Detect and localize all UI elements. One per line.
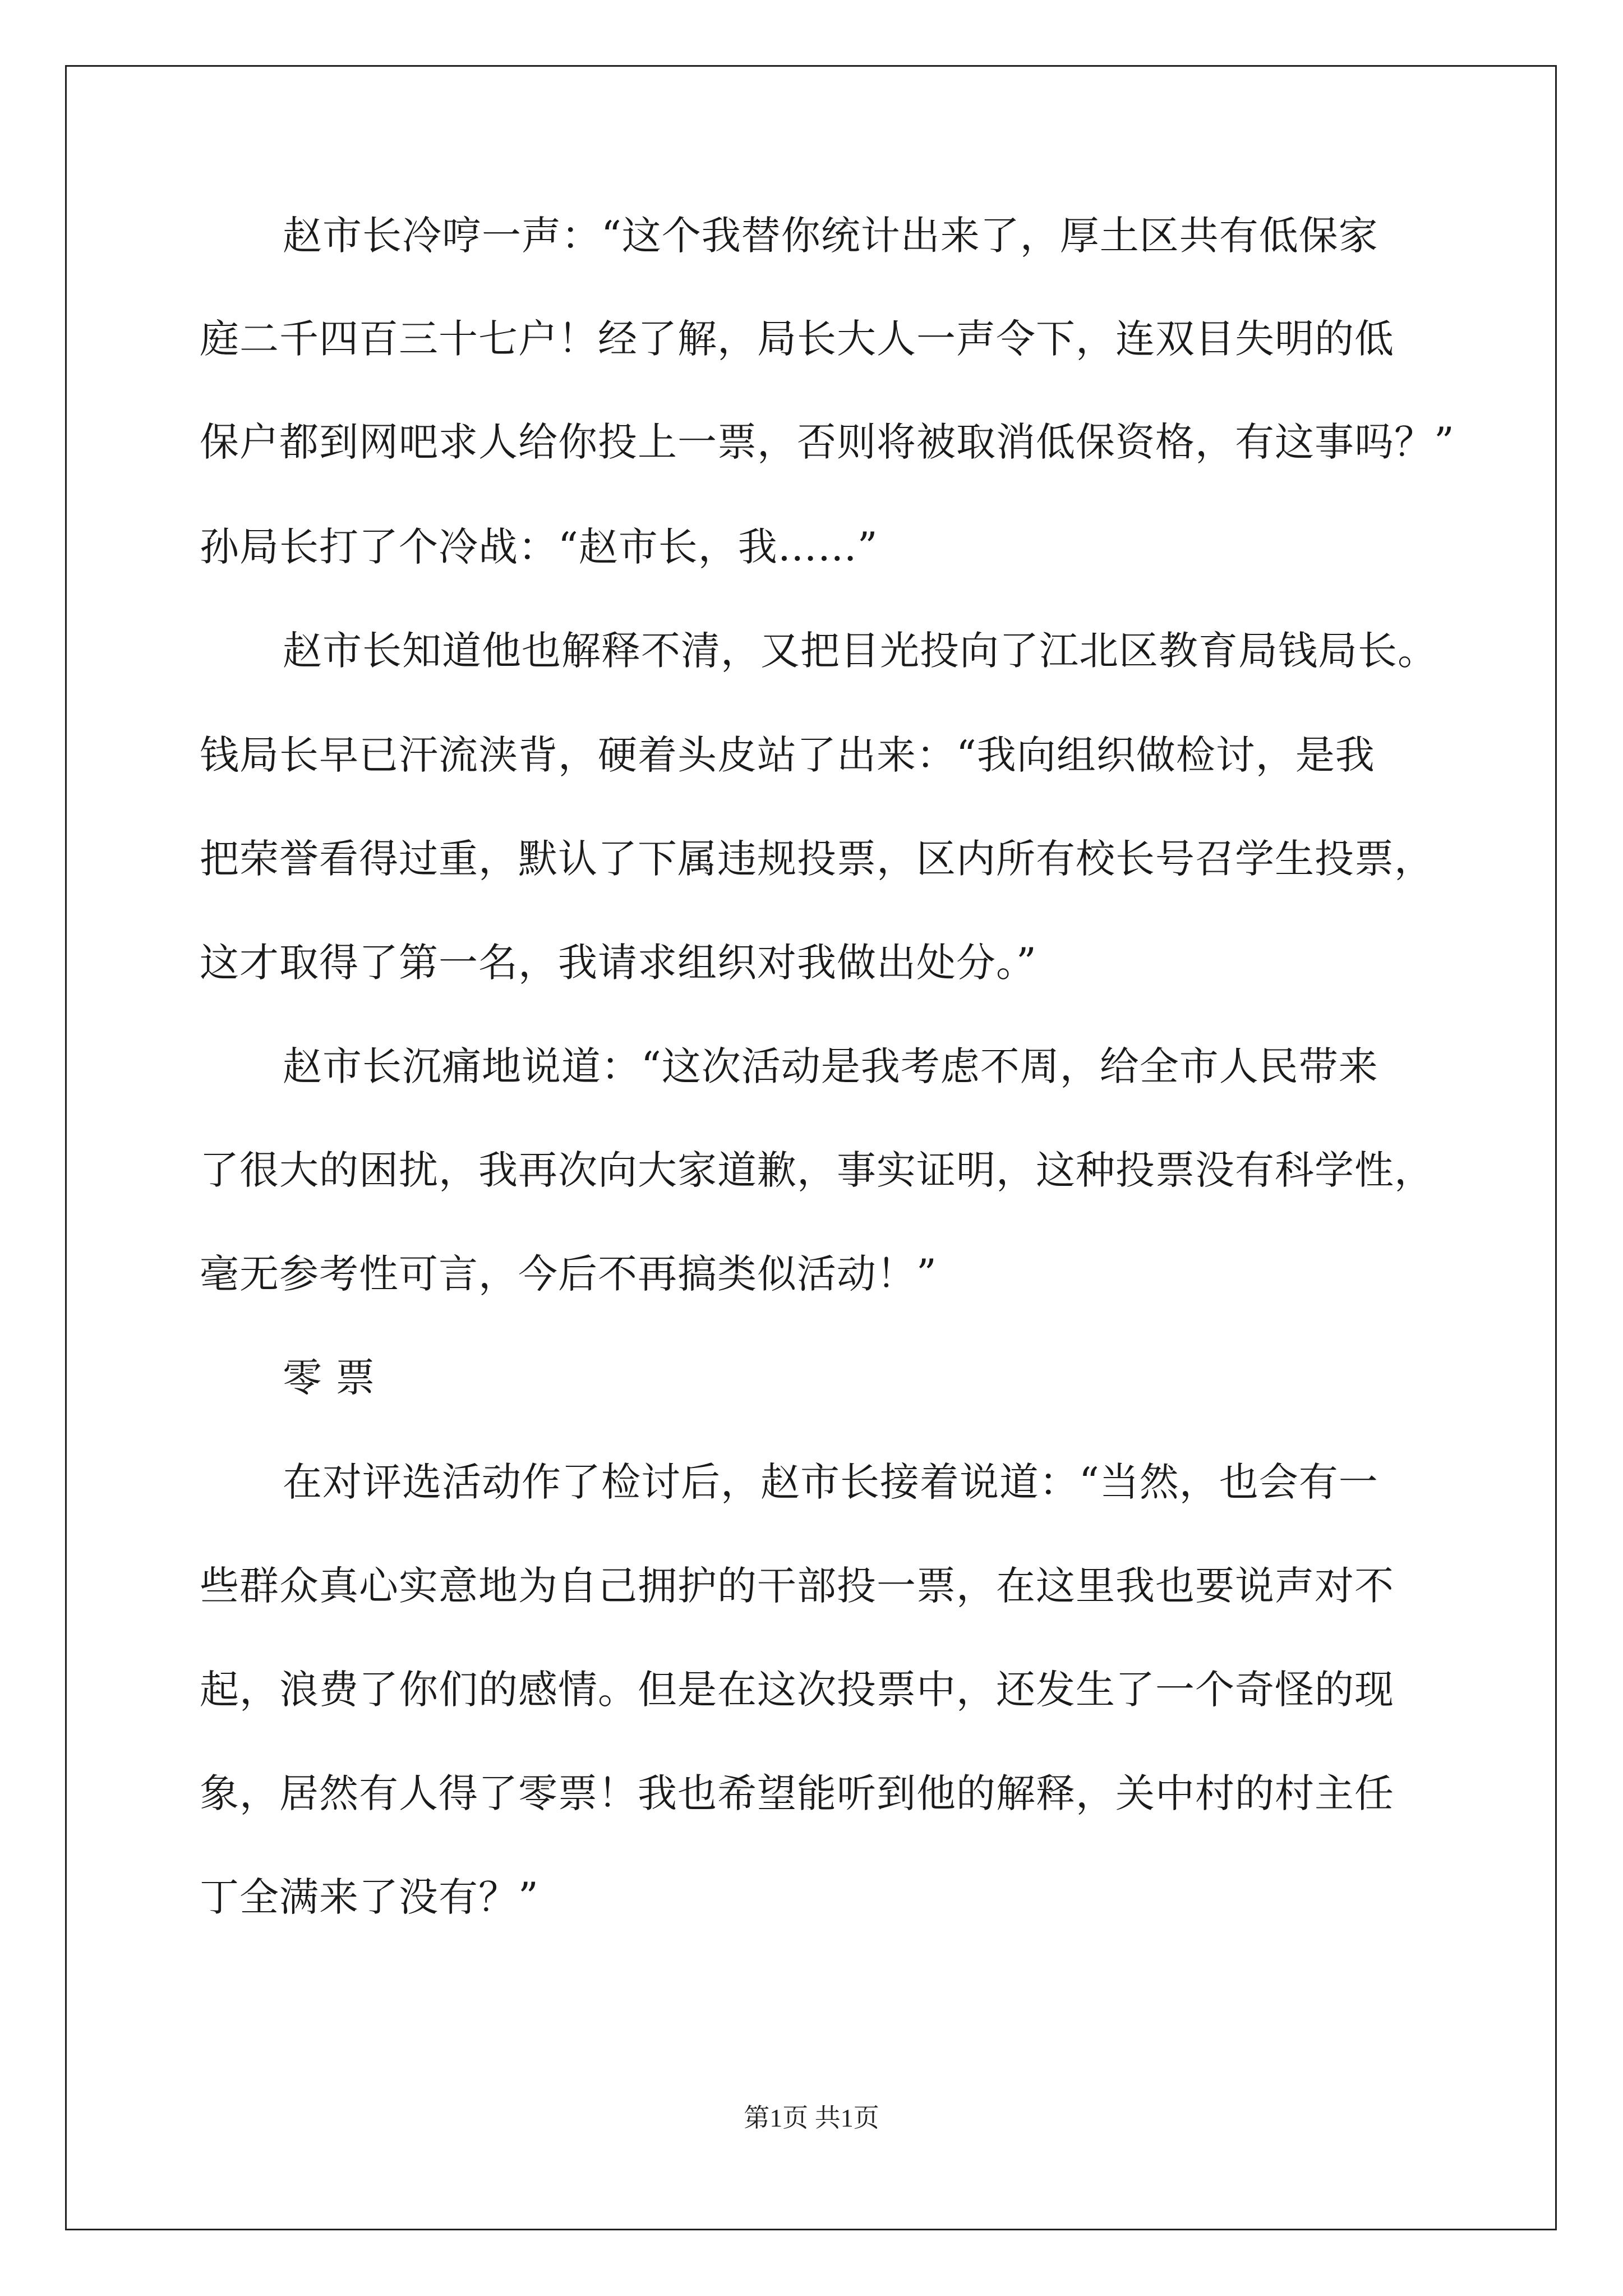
text-line: 赵市长知道他也解释不清，又把目光投向了江北区教育局钱局长。 xyxy=(283,628,1437,674)
text-line: 赵市长沉痛地说道：“这次活动是我考虑不周，给全市人民带来 xyxy=(283,1043,1378,1089)
page-number: 第1页 共1页 xyxy=(744,2104,879,2132)
text-line: 把荣誉看得过重，默认了下属违规投票，区内所有校长号召学生投票， xyxy=(200,836,1434,882)
text-line: 庭二千四百三十七户！经了解，局长大人一声令下，连双目失明的低 xyxy=(200,316,1394,362)
text-line: 保户都到网吧求人给你投上一票，否则将被取消低保资格，有这事吗？” xyxy=(200,419,1455,465)
text-line: 起，浪费了你们的感情。但是在这次投票中，还发生了一个奇怪的现 xyxy=(200,1667,1394,1713)
section-heading: 零 票 xyxy=(283,1355,376,1401)
text-line: 赵市长冷哼一声：“这个我替你统计出来了，厚土区共有低保家 xyxy=(283,213,1378,259)
text-line: 丁全满来了没有？” xyxy=(200,1874,539,1920)
text-line: 了很大的困扰，我再次向大家道歉，事实证明，这种投票没有科学性， xyxy=(200,1147,1434,1193)
text-line: 钱局长早已汗流浃背，硬着头皮站了出来：“我向组织做检讨，是我 xyxy=(200,732,1375,778)
text-line: 毫无参考性可言，今后不再搞类似活动！” xyxy=(200,1251,937,1297)
text-line: 这才取得了第一名，我请求组织对我做出处分。” xyxy=(200,940,1037,986)
text-line: 孙局长打了个冷战：“赵市长，我……” xyxy=(200,524,878,570)
text-line: 在对评选活动作了检讨后，赵市长接着说道：“当然，也会有一 xyxy=(283,1459,1378,1505)
text-line: 些群众真心实意地为自己拥护的干部投一票，在这里我也要说声对不 xyxy=(200,1563,1394,1609)
text-line: 象，居然有人得了零票！我也希望能听到他的解释，关中村的村主任 xyxy=(200,1770,1394,1816)
